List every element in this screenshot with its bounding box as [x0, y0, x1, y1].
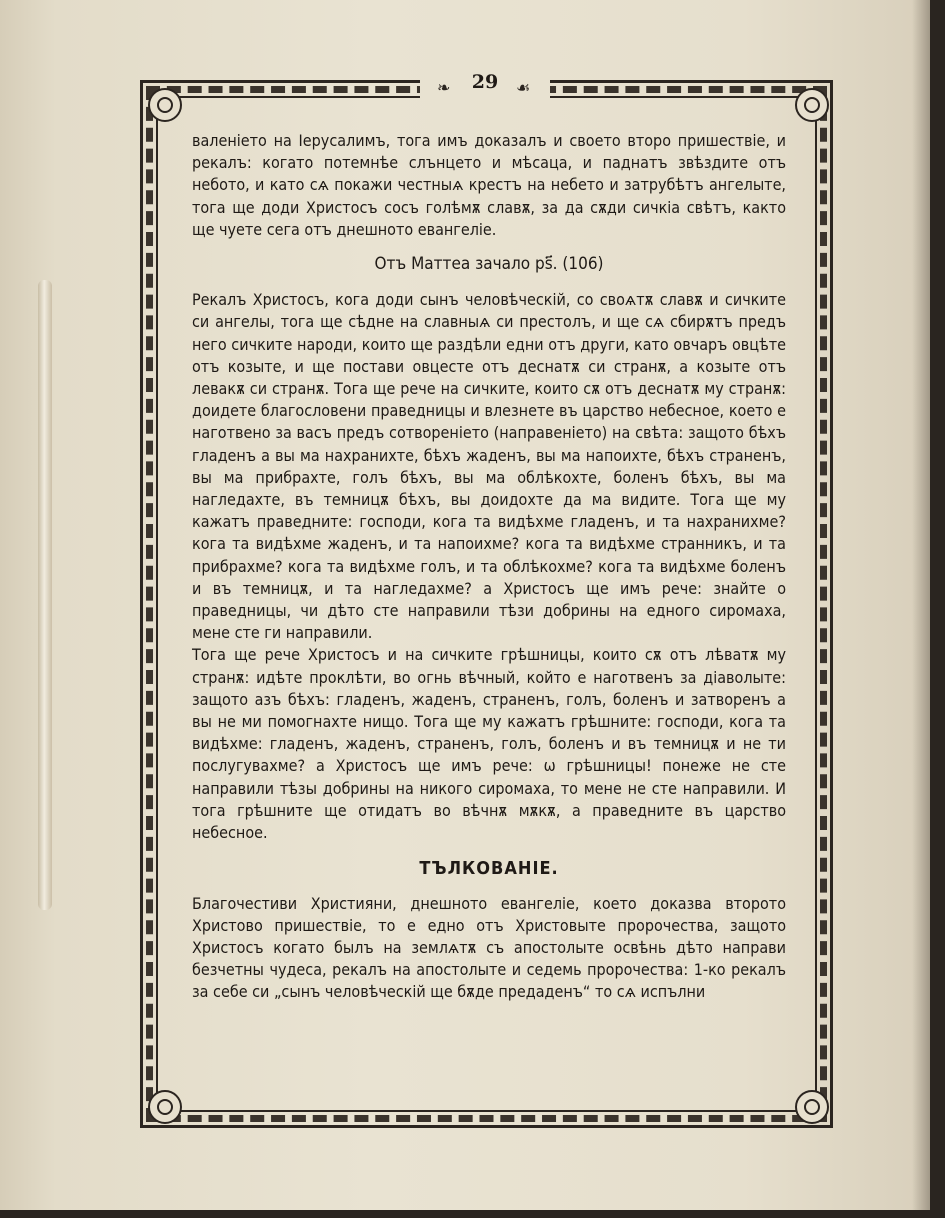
page-fold — [38, 280, 52, 910]
corner-ornament-icon — [148, 88, 182, 122]
paragraph: Благочестиви Християни, днешното евангелiе, което доказва второто Христово пришествiе, то е едно отъ Христовыте пророчества, защото Христосъ когато былъ на землѧтѫ съ апостолыте освѣнь дѣто направи безчетны чудеса, рекалъ на апостолыте и седемь пророчества: 1-ко рекалъ за себе си „сынъ человѣческiй ще бѫде предаденъ“ то сѧ испълни — [192, 893, 786, 1002]
corner-ornament-icon — [795, 1090, 829, 1124]
corner-ornament-icon — [148, 1090, 182, 1124]
corner-ornament-icon — [795, 88, 829, 122]
leaf-ornament-icon: ☙ — [516, 78, 531, 97]
section-title: ТЪЛКОВАНIЕ. — [419, 858, 559, 880]
paragraph: Рекалъ Христосъ, кога доди сынъ человѣческiй, со своѧтѫ славѫ и сичките си ангелы, тога ще сѣдне на славныѧ си престолъ, и ще сѧ сбирѫтъ предъ него сичките народи, които ще раздѣли едни отъ други, като овчаръ овцѣте отъ козыте, и ще постави овцесте отъ деснатѫ си странѫ, а козыте отъ левакѫ си странѫ. Тога ще рече на сичките, които сѫ отъ деснатѫ му странѫ: доидете благословени праведницы и влезнете въ царство небесное, което е наготвено за васъ предъ сотворенiето (направенiето) на свѣта: защото бѣхъ гладенъ а вы ма нахранихте, бѣхъ жаденъ, вы ма напоихте, бѣхъ страненъ, вы ма прибрахте, голъ бѣхъ, вы ма облѣкохте, боленъ бѣхъ, вы ма нагледахте, въ темницѫ бѣхъ, вы доидохте да ма видите. Тога ще му кажатъ праведните: господи, кога та видѣхме гладенъ, и та нахранихме? кога та видѣхме жаденъ, и та напоихме? кога та видѣхме странникъ, и та прибрахме? кога та видѣхме голъ, и та облѣкохме? кога та видѣхме боленъ и въ темницѫ, и та нагледахме? а Христосъ ще имъ рече: знайте о праведницы, чи дѣто сте направили тѣзи добрины на едного сиромаха, мене сте ги направили. — [192, 290, 786, 643]
reading-heading: Отъ Маттеа зачало рѕ҃. (106) — [374, 254, 604, 275]
paragraph: валенiето на Iерусалимъ, тога имъ доказалъ и своето второ пришествiе, и рекалъ: когато потемнѣе слънцето и мѣсаца, и паднатъ звѣздите отъ небото, и като сѧ покажи честныѧ крестъ на небето и затрубѣтъ ангелыте, тога ще доди Христосъ сосъ голѣмѫ славѫ, за да сѫди сичкiа свѣтъ, както ще чуете сега отъ днешното евангелiе. — [192, 131, 786, 239]
paragraph: Тога ще рече Христосъ и на сичките грѣшницы, които сѫ отъ лѣватѫ му странѫ: идѣте проклѣти, во огнь вѣчный, който е наготвенъ за дiаволыте: защото азъ бѣхъ: гладенъ, жаденъ, страненъ, голъ, боленъ и затворенъ а вы не ми помогнахте нищо. Тога ще му кажатъ грѣшните: господи, кога та видѣхме: гладенъ, жаденъ, страненъ, голъ, боленъ и въ темницѫ и не ти послугувахме? а Христосъ ще имъ рече: ѡ грѣшницы! понеже не сте направили тѣзы добрины на никого сиромаха, то мене не сте направили. И тога грѣшните ще отидатъ во вѣчнѫ мѫкѫ, а праведните въ царство небесное. — [192, 645, 786, 843]
leaf-ornament-icon: ❧ — [437, 78, 451, 97]
page-number: 29 — [471, 71, 499, 93]
page-edge-shadow — [912, 0, 930, 1210]
page-text — [192, 130, 786, 1004]
